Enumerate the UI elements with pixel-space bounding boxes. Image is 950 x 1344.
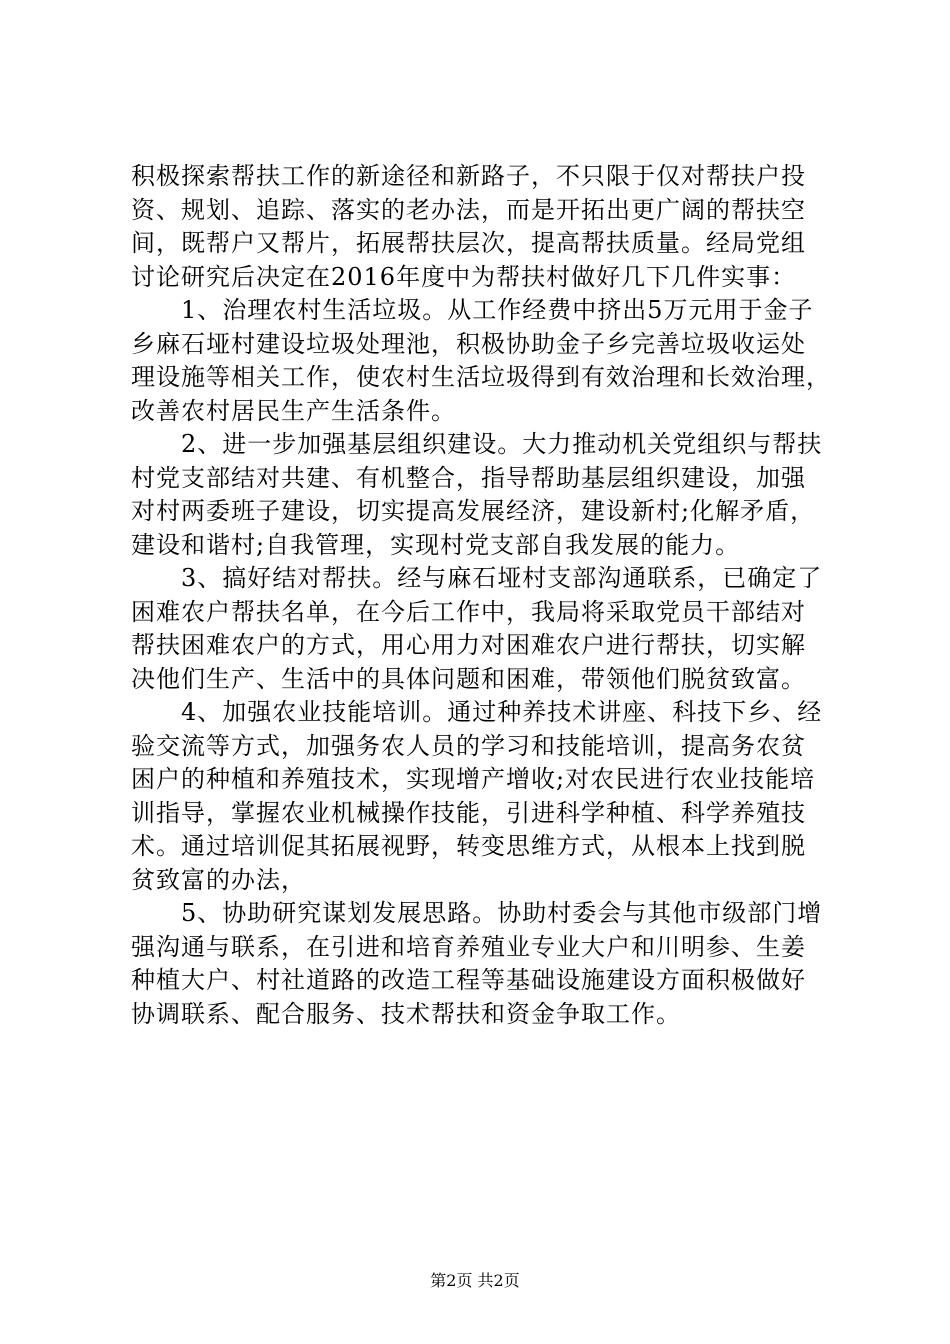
text-line: 术。通过培训促其拓展视野，转变思维方式，从根本上找到脱 [131, 832, 806, 860]
text-line: 贫致富的办法， [131, 865, 306, 894]
text-line: 村党支部结对共建、有机整合，指导帮助基层组织建设，加强 [131, 463, 806, 492]
text-line: 建设和谐村;自我管理，实现村党支部自我发展的能力。 [131, 530, 741, 559]
text-line: 协调联系、配合服务、技术帮扶和资金争取工作。 [131, 999, 681, 1028]
text-line: 改善农村居民生产生活条件。 [131, 396, 456, 425]
text-line: 3、搞好结对帮扶。经与麻石垭村支部沟通联系，已确定了 [131, 564, 823, 592]
text-line: 理设施等相关工作，使农村生活垃圾得到有效治理和长效治理， [131, 363, 831, 391]
text-line: 困户的种植和养殖技术，实现增产增收;对农民进行农业技能培 [131, 765, 816, 793]
text-line: 验交流等方式，加强务农人员的学习和技能培训，提高务农贫 [131, 731, 806, 760]
text-line: 种植大户、村社道路的改造工程等基础设施建设方面积极做好 [131, 966, 806, 994]
text-line: 决他们生产、生活中的具体问题和困难，带领他们脱贫致富。 [131, 664, 806, 693]
text-line: 强沟通与联系，在引进和培育养殖业专业大户和川明参、生姜 [131, 932, 806, 961]
text-line: 训指导，掌握农业机械操作技能，引进科学种植、科学养殖技 [131, 798, 806, 827]
text-line: 困难农户帮扶名单，在今后工作中，我局将采取党员干部结对 [131, 597, 806, 626]
text-line: 5、协助研究谋划发展思路。协助村委会与其他市级部门增 [131, 899, 823, 927]
text-line: 讨论研究后决定在2016年度中为帮扶村做好几下几件实事： [131, 262, 797, 291]
text-line: 乡麻石垭村建设垃圾处理池，积极协助金子乡完善垃圾收运处 [131, 329, 806, 358]
page-number: 第2页 共2页 [430, 1271, 520, 1290]
page-footer [0, 1271, 950, 1291]
text-line: 帮扶困难农户的方式，用心用力对困难农户进行帮扶，切实解 [131, 631, 806, 659]
text-line: 积极探索帮扶工作的新途径和新路子，不只限于仅对帮扶户投 [131, 162, 806, 190]
text-line: 间，既帮户又帮片，拓展帮扶层次，提高帮扶质量。经局党组 [131, 229, 806, 257]
text-line: 4、加强农业技能培训。通过种养技术讲座、科技下乡、经 [131, 698, 823, 726]
text-line: 2、进一步加强基层组织建设。大力推动机关党组织与帮扶 [131, 430, 823, 458]
text-line: 对村两委班子建设，切实提高发展经济，建设新村;化解矛盾， [131, 497, 816, 525]
text-line: 1、治理农村生活垃圾。从工作经费中挤出5万元用于金子 [131, 296, 814, 324]
document-body [131, 160, 831, 1031]
text-line: 资、规划、追踪、落实的老办法，而是开拓出更广阔的帮扶空 [131, 195, 806, 224]
